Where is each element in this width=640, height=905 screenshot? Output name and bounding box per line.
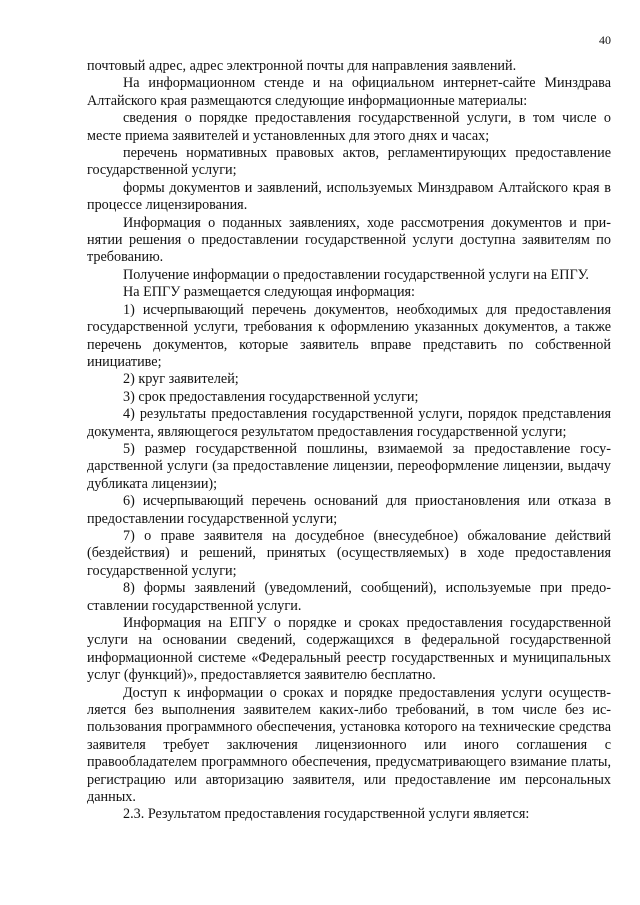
- paragraph-info-stand: На информационном стенде и на официальном интернет-сайте Минздрава Алтайского края размещаются следующие информационные материалы:: [87, 75, 611, 109]
- paragraph-legal-acts: перечень нормативных правовых актов, регламентирующих предоставление государственной услуги;: [87, 145, 611, 179]
- paragraph-postal-address: почтовый адрес, адрес электронной почты для направления заявлений.: [87, 58, 517, 74]
- list-item-8: 8) формы заявлений (уведомлений, сообщений), используемые при предоставлении государственной услуги.: [87, 580, 611, 614]
- paragraph-epgu-free-info: Информация на ЕПГУ о порядке и сроках предоставления государственной услуги на основании сведений, содержащихся в федеральной государственной информационной системе «Федеральный реестр государственных и муниципальных услуг (функций)», предоставляется заявителю бесплатно.: [87, 615, 611, 684]
- list-item-6: 6) исчерпывающий перечень оснований для приостановления или отказа в предоставлении государственной услуги;: [87, 493, 611, 527]
- paragraph-access-conditions: Доступ к информации о сроках и порядке предоставления услуги осуществляется без выполнения заявителем каких-либо требований, в том числе без использования программного обеспечения, установка которого на технические средства заявителя требует заключения лицензионного или иного соглашения с правообладателем программного обеспечения, предусматривающего взимание платы, регистрацию или авторизацию заявителя, или предоставление им персональных данных.: [87, 684, 611, 806]
- list-item-1: 1) исчерпывающий перечень документов, необходимых для предоставления государственной услуги, требования к оформлению указанных документов, а также перечень документов, которые заявитель вправе представить по собственной инициативе;: [87, 301, 611, 370]
- list-item-5: 5) размер государственной пошлины, взимаемой за предоставление государственной услуги (за предоставление лицензии, переоформление лицензии, выдачу дубликата лицензии);: [87, 440, 611, 492]
- document-body: [87, 58, 611, 824]
- section-heading-2-3: 2.3. Результатом предоставления государственной услуги является:: [123, 806, 530, 823]
- list-item-3: 3) срок предоставления государственной услуги;: [123, 388, 419, 405]
- list-item-7: 7) о праве заявителя на досудебное (внесудебное) обжалование действий (бездействия) и решений, принятых (осуществляемых) в ходе предоставления государственной услуги;: [87, 527, 611, 579]
- paragraph-epgu-list-intro: На ЕПГУ размещается следующая информация:: [123, 284, 416, 301]
- page-number: 40: [599, 33, 611, 47]
- list-item-2: 2) круг заявителей;: [123, 371, 239, 388]
- list-item-4: 4) результаты предоставления государственной услуги, порядок представления документа, являющегося результатом предоставления государственной услуги;: [87, 406, 611, 440]
- paragraph-application-status: Информация о поданных заявлениях, ходе рассмотрения документов и принятии решения о предоставлении государственной услуги доступна заявителям по требованию.: [87, 214, 611, 266]
- paragraph-info-procedure: сведения о порядке предоставления государственной услуги, в том числе о месте приема заявителей и установленных для этого днях и часах;: [87, 110, 611, 144]
- paragraph-epgu-info: Получение информации о предоставлении государственной услуги на ЕПГУ.: [123, 266, 589, 283]
- paragraph-document-forms: формы документов и заявлений, используемых Минздравом Алтайского края в процессе лицензирования.: [87, 179, 611, 214]
